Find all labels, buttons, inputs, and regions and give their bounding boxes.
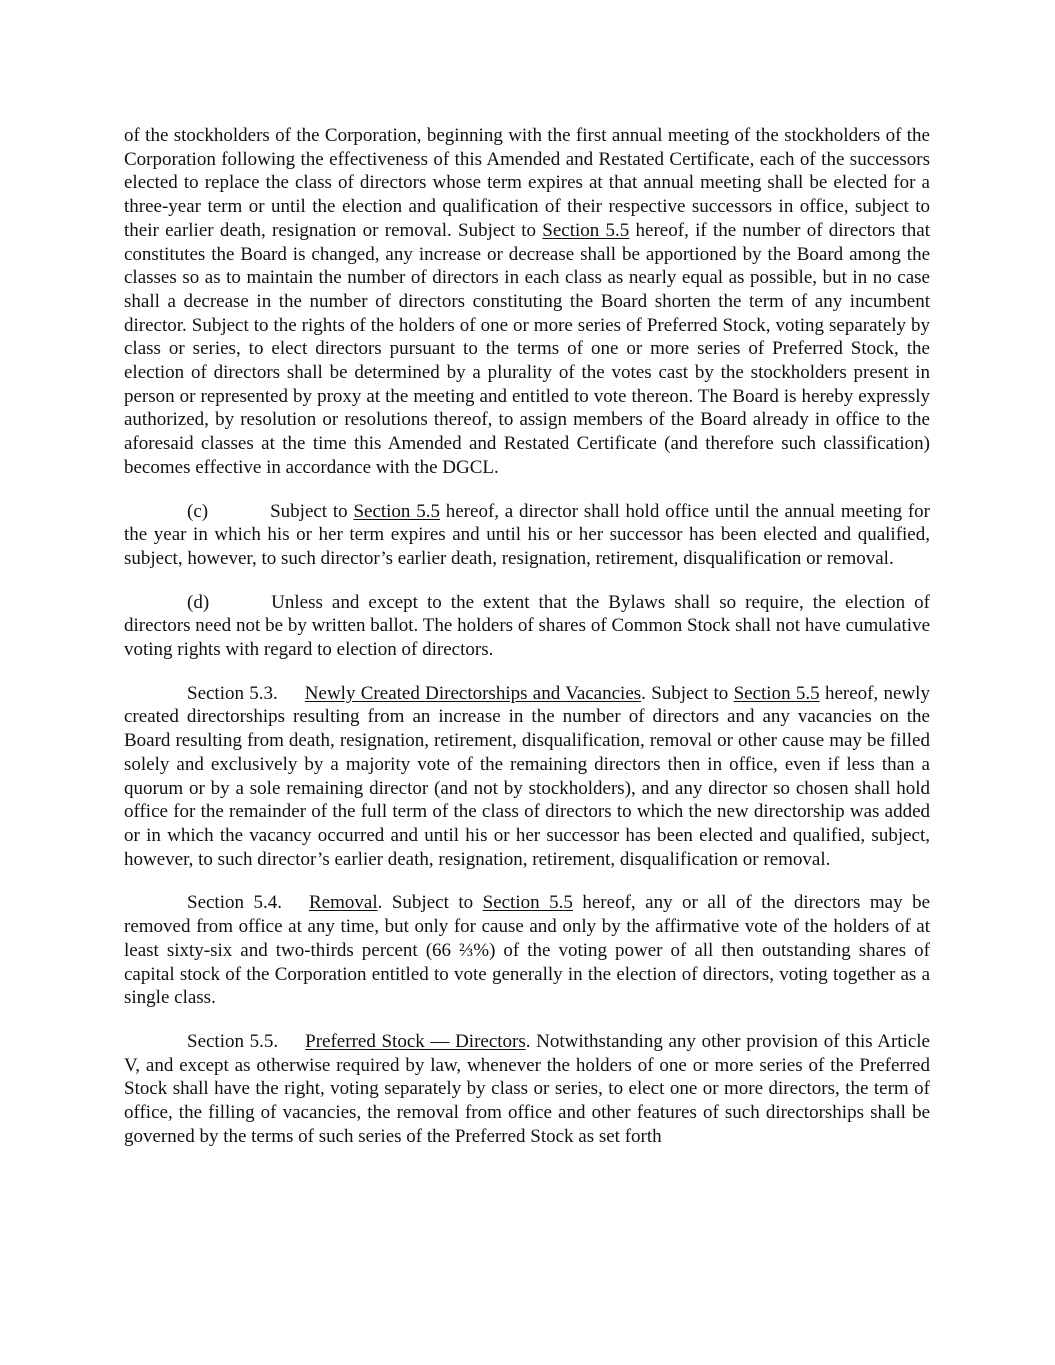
paragraph-text: of the stockholders of the Corporation, beginning with the first annual meeting of the stockholders of the Corporation following the effectiveness of this Amended and Restated Certificate, each of the successors elected to replace the class of directors whose term expires at that annual meeting shall be elected for a three-year term or until the election and qualification of their respective successors in office, subject to their earlier death, resignation or removal. Subject to: [124, 125, 930, 241]
section-number: Section 5.4.: [187, 892, 282, 914]
paragraph-text: Unless and except to the extent that the Bylaws shall so require, the election of directors need not be by written ballot. The holders of shares of Common Stock shall not have cumulative voting rights with regard to election of directors.: [124, 591, 930, 661]
paragraph-text: . Subject to: [377, 892, 483, 914]
document-page: [124, 124, 930, 1168]
section-heading: Newly Created Directorships and Vacancies: [304, 682, 642, 704]
section-heading: Preferred Stock — Directors: [305, 1030, 526, 1052]
section-5-3: [124, 682, 930, 872]
paragraph-text: . Subject to: [641, 682, 734, 704]
paragraph-text: hereof, a director shall hold office until the annual meeting for the year in which his or her term expires and until his or her successor has been elected and qualified, subject, however, to such director’s earlier death, resignation, retirement, disqualification or removal.: [124, 500, 931, 569]
section-5-5: [124, 1030, 930, 1149]
paragraph-text: hereof, if the number of directors that constitutes the Board is changed, any increase or decrease shall be apportioned by the Board among the classes so as to maintain the number of directors in each class as nearly equal as possible, but in no case shall a decrease in the number of directors constituting the Board shorten the term of any incumbent director. Subject to the rights of the holders of one or more series of Preferred Stock, voting separately by class or series, to elect directors pursuant to the terms of one or more series of Preferred Stock, the election of directors shall be determined by a plurality of the votes cast by the stockholders present in person or represented by proxy at the meeting and entitled to vote thereon. The Board is hereby expressly authorized, by resolution or resolutions thereof, to assign members of the Board already in office to the aforesaid classes at the time this Amended and Restated Certificate (and therefore such classification) becomes effective in accordance with the DGCL.: [124, 219, 930, 478]
paragraph-text: . Notwithstanding any other provision of this Article V, and except as otherwise required by law, whenever the holders of one or more series of the Preferred Stock shall have the right, voting separately by class or series, to elect one or more directors, the term of office, the filling of vacancies, the removal from office and other features of such directorships shall be governed by the terms of such series of the Preferred Stock as set forth: [124, 1030, 930, 1147]
section-reference-link: Section 5.5: [542, 219, 630, 241]
paragraph-c-director-term: [124, 500, 930, 571]
section-5-4: [124, 891, 930, 1010]
section-reference-link: Section 5.5: [733, 682, 820, 704]
section-number: Section 5.5.: [187, 1030, 279, 1052]
section-reference-link: Section 5.5: [353, 500, 440, 522]
paragraph-label: (d): [187, 591, 210, 613]
section-reference-link: Section 5.5: [482, 892, 573, 914]
paragraph-label: (c): [187, 500, 209, 522]
paragraph-text: hereof, any or all of the directors may be removed from office at any time, but only for cause and only by the affirmative vote of the holders of at least sixty-six and two-thirds percent (66 ⅔%) of the voting power of all then outstanding shares of capital stock of the Corporation entitled to vote generally in the election of directors, voting together as a single class.: [124, 892, 931, 1009]
section-heading: Removal: [309, 892, 378, 914]
paragraph-board-classes: [124, 124, 930, 480]
paragraph-text: Subject to: [270, 500, 354, 522]
section-number: Section 5.3.: [187, 682, 278, 704]
paragraph-d-written-ballot: [124, 591, 930, 662]
paragraph-text: hereof, newly created directorships resulting from an increase in the number of directors and any vacancies on the Board resulting from death, resignation, retirement, disqualification, removal or other cause may be filled solely and exclusively by a majority vote of the remaining directors then in office, even if less than a quorum or by a sole remaining director (and not by stockholders), and any director so chosen shall hold office for the remainder of the full term of the class of directors to which the new directorship was added or in which the vacancy occurred and until his or her successor has been elected and qualified, subject, however, to such director’s earlier death, resignation, retirement, disqualification or removal.: [124, 682, 930, 870]
